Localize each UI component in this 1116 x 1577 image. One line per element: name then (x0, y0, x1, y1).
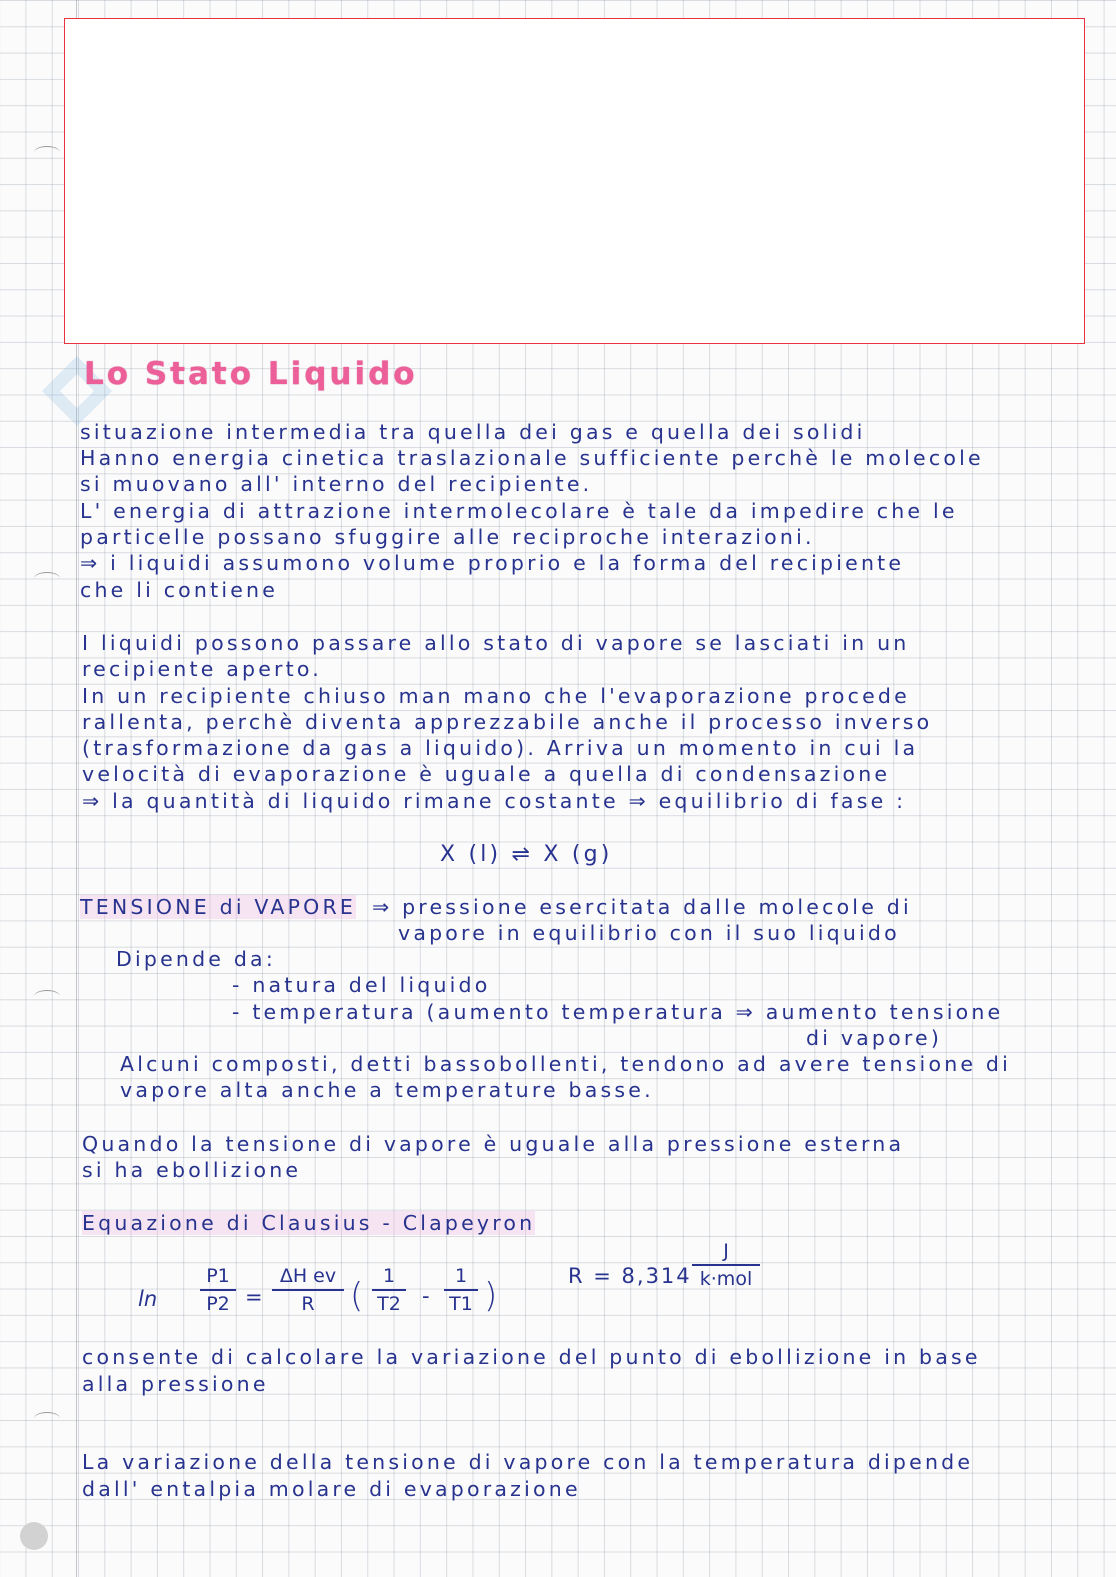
enthalpy-term: ΔH ev (279, 1265, 337, 1287)
fraction-bar (200, 1289, 236, 1291)
clausius-label: Equazione di Clausius - Clapeyron (82, 1211, 536, 1235)
tension-label: TENSIONE di VAPORE (80, 895, 357, 919)
vapor-line-5: (trasformazione da gas a liquido). Arriva un momento in cui la (82, 736, 919, 760)
fraction-bar (272, 1289, 344, 1291)
tension-note-2: vapore alta anche a temperature basse. (120, 1078, 654, 1102)
open-paren: ( (350, 1276, 364, 1316)
binder-hole-2 (34, 572, 60, 585)
t1-term: T1 (449, 1292, 473, 1315)
vapor-line-6: velocità di evaporazione è uguale a quella di condensazione (82, 762, 891, 786)
intro-line-4: L' energia di attrazione intermolecolare è tale da impedire che le (80, 499, 958, 523)
intro-line-1: situazione intermedia tra quella dei gas e quella dei solidi (80, 420, 866, 444)
one-term: 1 (382, 1265, 396, 1287)
vapor-line-3: In un recipiente chiuso man mano che l'evaporazione procede (82, 684, 910, 708)
unit-kelvin-mol: k·mol (699, 1267, 753, 1290)
binder-hole-4 (34, 1412, 60, 1425)
inverse-t1 (444, 1265, 478, 1315)
p1-term: P1 (206, 1265, 230, 1287)
unit-joule: J (723, 1240, 729, 1262)
tension-def-1: ⇒ pressione esercitata dalle molecole di (372, 895, 912, 919)
boiling-line-1: Quando la tensione di vapore è uguale alla pressione esterna (82, 1132, 905, 1156)
intro-line-3: si muovano all' interno del recipiente. (80, 472, 593, 496)
minus-sign: - (422, 1284, 430, 1308)
vapor-line-7: ⇒ la quantità di liquido rimane costante ⇒ equilibrio di fase : (82, 789, 907, 813)
r-value: R = 8,314 (568, 1264, 692, 1288)
t2-term: T2 (377, 1292, 401, 1315)
ln-symbol: ln (138, 1287, 158, 1311)
intro-line-2: Hanno energia cinetica traslazionale sufficiente perchè le molecole (80, 446, 984, 470)
phase-equilibrium: X (l) ⇌ X (g) (440, 842, 613, 867)
fraction-bar (692, 1264, 760, 1266)
fraction-bar (444, 1289, 478, 1291)
gas-constant-term: R (301, 1292, 315, 1315)
intro-line-5: particelle possano sfuggire alle reciproche interazioni. (80, 525, 815, 549)
vapor-line-2: recipiente aperto. (82, 657, 322, 681)
vapor-line-4: rallenta, perchè diventa apprezzabile anche il processo inverso (82, 710, 933, 734)
r-units (692, 1240, 760, 1290)
consente-line-2: alla pressione (82, 1372, 269, 1396)
page-title: Lo Stato Liquido (84, 356, 418, 392)
close-paren: ) (484, 1276, 498, 1316)
variazione-line-1: La variazione della tensione di vapore con la temperatura dipende (82, 1450, 974, 1474)
corner-dot (20, 1522, 48, 1550)
vapor-line-1: I liquidi possono passare allo stato di vapore se lasciati in un (82, 631, 910, 655)
intro-line-6: ⇒ i liquidi assumono volume proprio e la forma del recipiente (80, 551, 905, 575)
fraction-bar (372, 1289, 406, 1291)
depends-item-2: - temperatura (aumento temperatura ⇒ aumento tensione (232, 1000, 1004, 1024)
binder-hole-3 (34, 990, 60, 1003)
binder-hole-1 (34, 146, 60, 159)
enthalpy-over-r (272, 1265, 344, 1315)
inverse-t2 (372, 1265, 406, 1315)
header-box (64, 18, 1085, 344)
p2-term: P2 (206, 1292, 230, 1315)
equals-sign: = (245, 1285, 263, 1309)
one-term: 1 (454, 1265, 468, 1287)
pressure-ratio (200, 1265, 236, 1315)
intro-line-7: che li contiene (80, 578, 279, 602)
depends-item-2-cont: di vapore) (806, 1026, 943, 1050)
depends-item-1: - natura del liquido (232, 973, 491, 997)
depends-label: Dipende da: (116, 947, 276, 971)
consente-line-1: consente di calcolare la variazione del punto di ebollizione in base (82, 1345, 981, 1369)
tension-note-1: Alcuni composti, detti bassobollenti, tendono ad avere tensione di (120, 1052, 1012, 1076)
tension-def-2: vapore in equilibrio con il suo liquido (398, 921, 900, 945)
boiling-line-2: si ha ebollizione (82, 1158, 302, 1182)
variazione-line-2: dall' entalpia molare di evaporazione (82, 1477, 581, 1501)
